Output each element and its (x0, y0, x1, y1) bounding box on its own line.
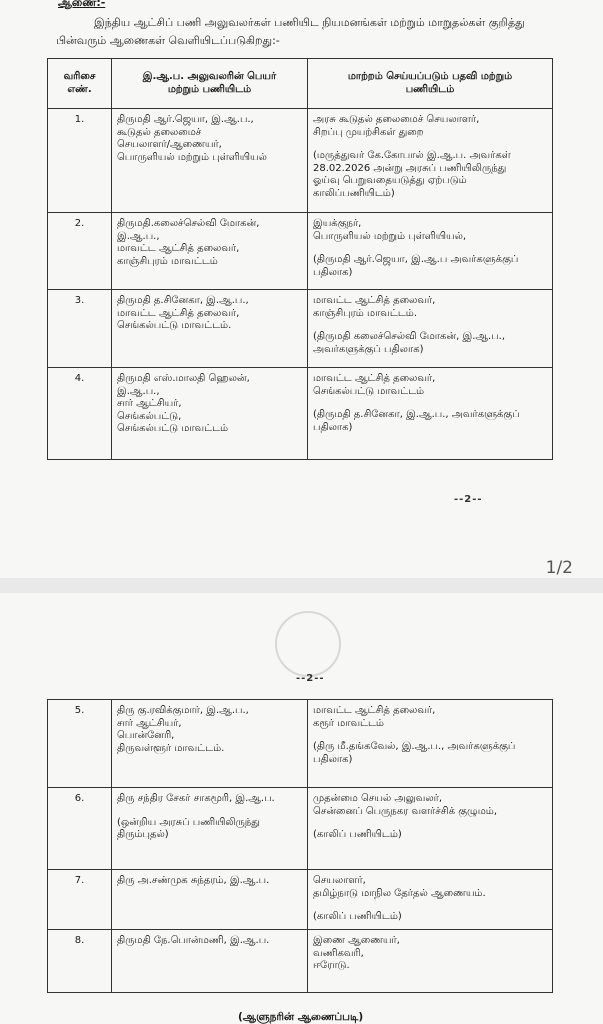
cell-sno: 8. (48, 930, 112, 993)
table-row (48, 368, 553, 460)
header-sno (48, 59, 112, 109)
post-line: ஈரோடு. (313, 960, 350, 971)
officer-line: செங்கல்பட்டு மாவட்டம். (117, 320, 232, 331)
post-line: செயலாளர், (313, 875, 366, 886)
page-counter: 1/2 (545, 558, 573, 578)
post-note-line: அவர்களுக்குப் பதிலாக) (313, 343, 424, 355)
officer-line: திருமதி த.சினேகா, இ.ஆ.ப., (117, 295, 249, 306)
post-note-line: (திருமதி கலைச்செல்வி மோகன், இ.ஆ.ப., (313, 331, 506, 342)
cell-officer-name (112, 290, 308, 368)
cell-sno: 6. (48, 788, 112, 870)
post-line: செங்கல்பட்டு மாவட்டம் (313, 385, 425, 397)
cell-sno: 5. (48, 700, 112, 788)
post-line: சென்னைப் பெருநகர வளர்ச்சிக் குழுமம், (313, 805, 497, 817)
officer-line: மாவட்ட ஆட்சித் தலைவர், (117, 307, 240, 319)
cell-officer-name (112, 930, 308, 993)
transfer-table-page-1 (47, 58, 553, 460)
officer-line: செங்கல்பட்டு, (117, 410, 182, 422)
document-page-2 (0, 593, 603, 1024)
cell-new-post (308, 930, 553, 993)
page-number: --2-- (454, 494, 483, 505)
cell-new-post (308, 700, 553, 788)
header-text: மற்றும் பணியிடம் (167, 83, 252, 95)
officer-line: திருமதி ஆர்.ஜெயா, இ.ஆ.ப., (117, 114, 254, 125)
cell-new-post (308, 368, 553, 460)
post-note-line: (மருத்துவர் கே.கோபால் இ.ஆ.ப. அவர்கள் (313, 150, 511, 161)
officer-line: கூடுதல் தலைமைச் (117, 126, 202, 138)
post-note-line: காலிப்பணியிடம்) (313, 187, 395, 199)
post-note-line: (காலிப் பணியிடம்) (313, 829, 402, 840)
cell-sno: 2. (48, 213, 112, 290)
officer-line: மாவட்ட ஆட்சித் தலைவர், (117, 243, 240, 254)
officer-note-line: திரும்புதல்) (117, 829, 169, 840)
table-row (48, 930, 553, 993)
cell-officer-name (112, 788, 308, 870)
cell-new-post (308, 213, 553, 290)
table-row (48, 213, 553, 290)
cell-sno: 7. (48, 870, 112, 930)
cell-sno: 4. (48, 368, 112, 460)
post-line: காஞ்சிபுரம் மாவட்டம். (313, 307, 418, 319)
cell-new-post (308, 788, 553, 870)
post-line: மாவட்ட ஆட்சித் தலைவர், (313, 705, 436, 716)
table-row (48, 870, 553, 930)
post-note-line: பதிலாக) (313, 753, 353, 765)
officer-line: செங்கல்பட்டு மாவட்டம் (117, 423, 229, 434)
header-text: பணியிடம் (405, 83, 455, 95)
officer-line: சார் ஆட்சியர், (117, 717, 182, 729)
officer-line: இ.ஆ.ப., (117, 230, 160, 242)
cell-new-post (308, 870, 553, 930)
table-row (48, 290, 553, 368)
officer-line: பொன்னேரி, (117, 730, 175, 741)
order-heading: ஆணை:- (58, 0, 106, 9)
post-note-line: பதிலாக) (313, 421, 353, 433)
table-header-row (48, 59, 553, 109)
officer-note-line: (ஒன்றிய அரசுப் பணியிலிருந்து (117, 816, 260, 828)
post-line: அரசு கூடுதல் தலைமைச் செயலாளர், (313, 114, 480, 125)
post-line: பொருளியல் மற்றும் புள்ளியியல், (313, 230, 467, 242)
header-text: எண். (67, 83, 92, 95)
header-text: மாற்றம் செய்யப்படும் பதவி மற்றும் (347, 71, 513, 82)
cell-officer-name (112, 870, 308, 930)
officer-line: திருவள்ளூர் மாவட்டம். (117, 742, 225, 754)
cell-sno: 3. (48, 290, 112, 368)
post-line: இயக்குநர், (313, 218, 362, 229)
officer-line: காஞ்சிபுரம் மாவட்டம் (117, 255, 218, 267)
post-line: தமிழ்நாடு மாநில தேர்தல் ஆணையம். (313, 887, 486, 899)
header-post (308, 59, 553, 109)
governor-order-footer: (ஆளுநரின் ஆணைப்படி) (238, 1011, 364, 1023)
post-note-line: ஓய்வு பெறுவதையடுத்து ஏற்படும் (313, 175, 467, 186)
post-line: வணிகவரி, (313, 947, 364, 959)
table-row (48, 700, 553, 788)
officer-line: திருமதி.கலைச்செல்வி மோகன், (117, 218, 260, 229)
post-line: கரூர் மாவட்டம் (313, 717, 384, 729)
post-note-line: பதிலாக) (313, 266, 353, 278)
officer-line: திருமதி நே.பொன்மணி, இ.ஆ.ப. (117, 935, 270, 946)
page-number: --2-- (296, 673, 325, 684)
header-text: இ.ஆ.ப. அலுவலரின் பெயர் (142, 71, 277, 82)
cell-sno: 1. (48, 109, 112, 213)
table-row (48, 109, 553, 213)
officer-line: பொருளியல் மற்றும் புள்ளியியல் (117, 151, 267, 163)
post-line: இணை ஆணையர், (313, 935, 400, 946)
officer-line: சார் ஆட்சியர், (117, 398, 182, 409)
officer-line: திருமதி எஸ்.மாலதி ஹெலன், (117, 373, 250, 384)
cell-new-post (308, 290, 553, 368)
officer-line: திரு சந்திர சேகர் சாகமூரி, இ.ஆ.ப. (117, 793, 275, 804)
officer-line: செயலாளர்/ஆணையர், (117, 139, 222, 150)
officer-line: திரு அ.சண்முக சுந்தரம், இ.ஆ.ப. (117, 875, 270, 886)
officer-line: திரு கு.ரவிக்குமார், இ.ஆ.ப., (117, 705, 249, 716)
post-note-line: (திருமதி த.சினேகா, இ.ஆ.ப., அவர்களுக்குப் (313, 409, 520, 420)
intro-paragraph: இந்திய ஆட்சிப் பணி அலுவலர்கள் பணியிட நியமனங்கள் மற்றும் மாறுதல்கள் குறித்து பின்வரும் ஆணைகள் வெளியிடப்படுகிறது:- (56, 16, 525, 47)
cell-officer-name (112, 213, 308, 290)
emblem-seal-watermark (275, 611, 341, 677)
cell-officer-name (112, 109, 308, 213)
header-name (112, 59, 308, 109)
post-line: மாவட்ட ஆட்சித் தலைவர், (313, 295, 436, 306)
post-line: சிறப்பு முயற்சிகள் துறை (313, 126, 424, 138)
officer-line: இ.ஆ.ப., (117, 385, 160, 397)
cell-officer-name (112, 700, 308, 788)
table-row (48, 788, 553, 870)
post-note-line: (திரு மீ.தங்கவேல், இ.ஆ.ப., அவர்களுக்குப் (313, 741, 516, 752)
post-note-line: 28.02.2026 அன்று அரசுப் பணியிலிருந்து (313, 162, 507, 174)
header-text: வரிசை (63, 71, 96, 82)
cell-officer-name (112, 368, 308, 460)
post-note-line: (காலிப் பணியிடம்) (313, 911, 402, 922)
cell-new-post (308, 109, 553, 213)
transfer-table-page-2 (47, 699, 553, 993)
post-note-line: (திருமதி ஆர்.ஜெயா, இ.ஆ.ப அவர்களுக்குப் (313, 254, 519, 265)
post-line: மாவட்ட ஆட்சித் தலைவர், (313, 373, 436, 384)
post-line: முதன்மை செயல் அலுவலர், (313, 793, 443, 804)
